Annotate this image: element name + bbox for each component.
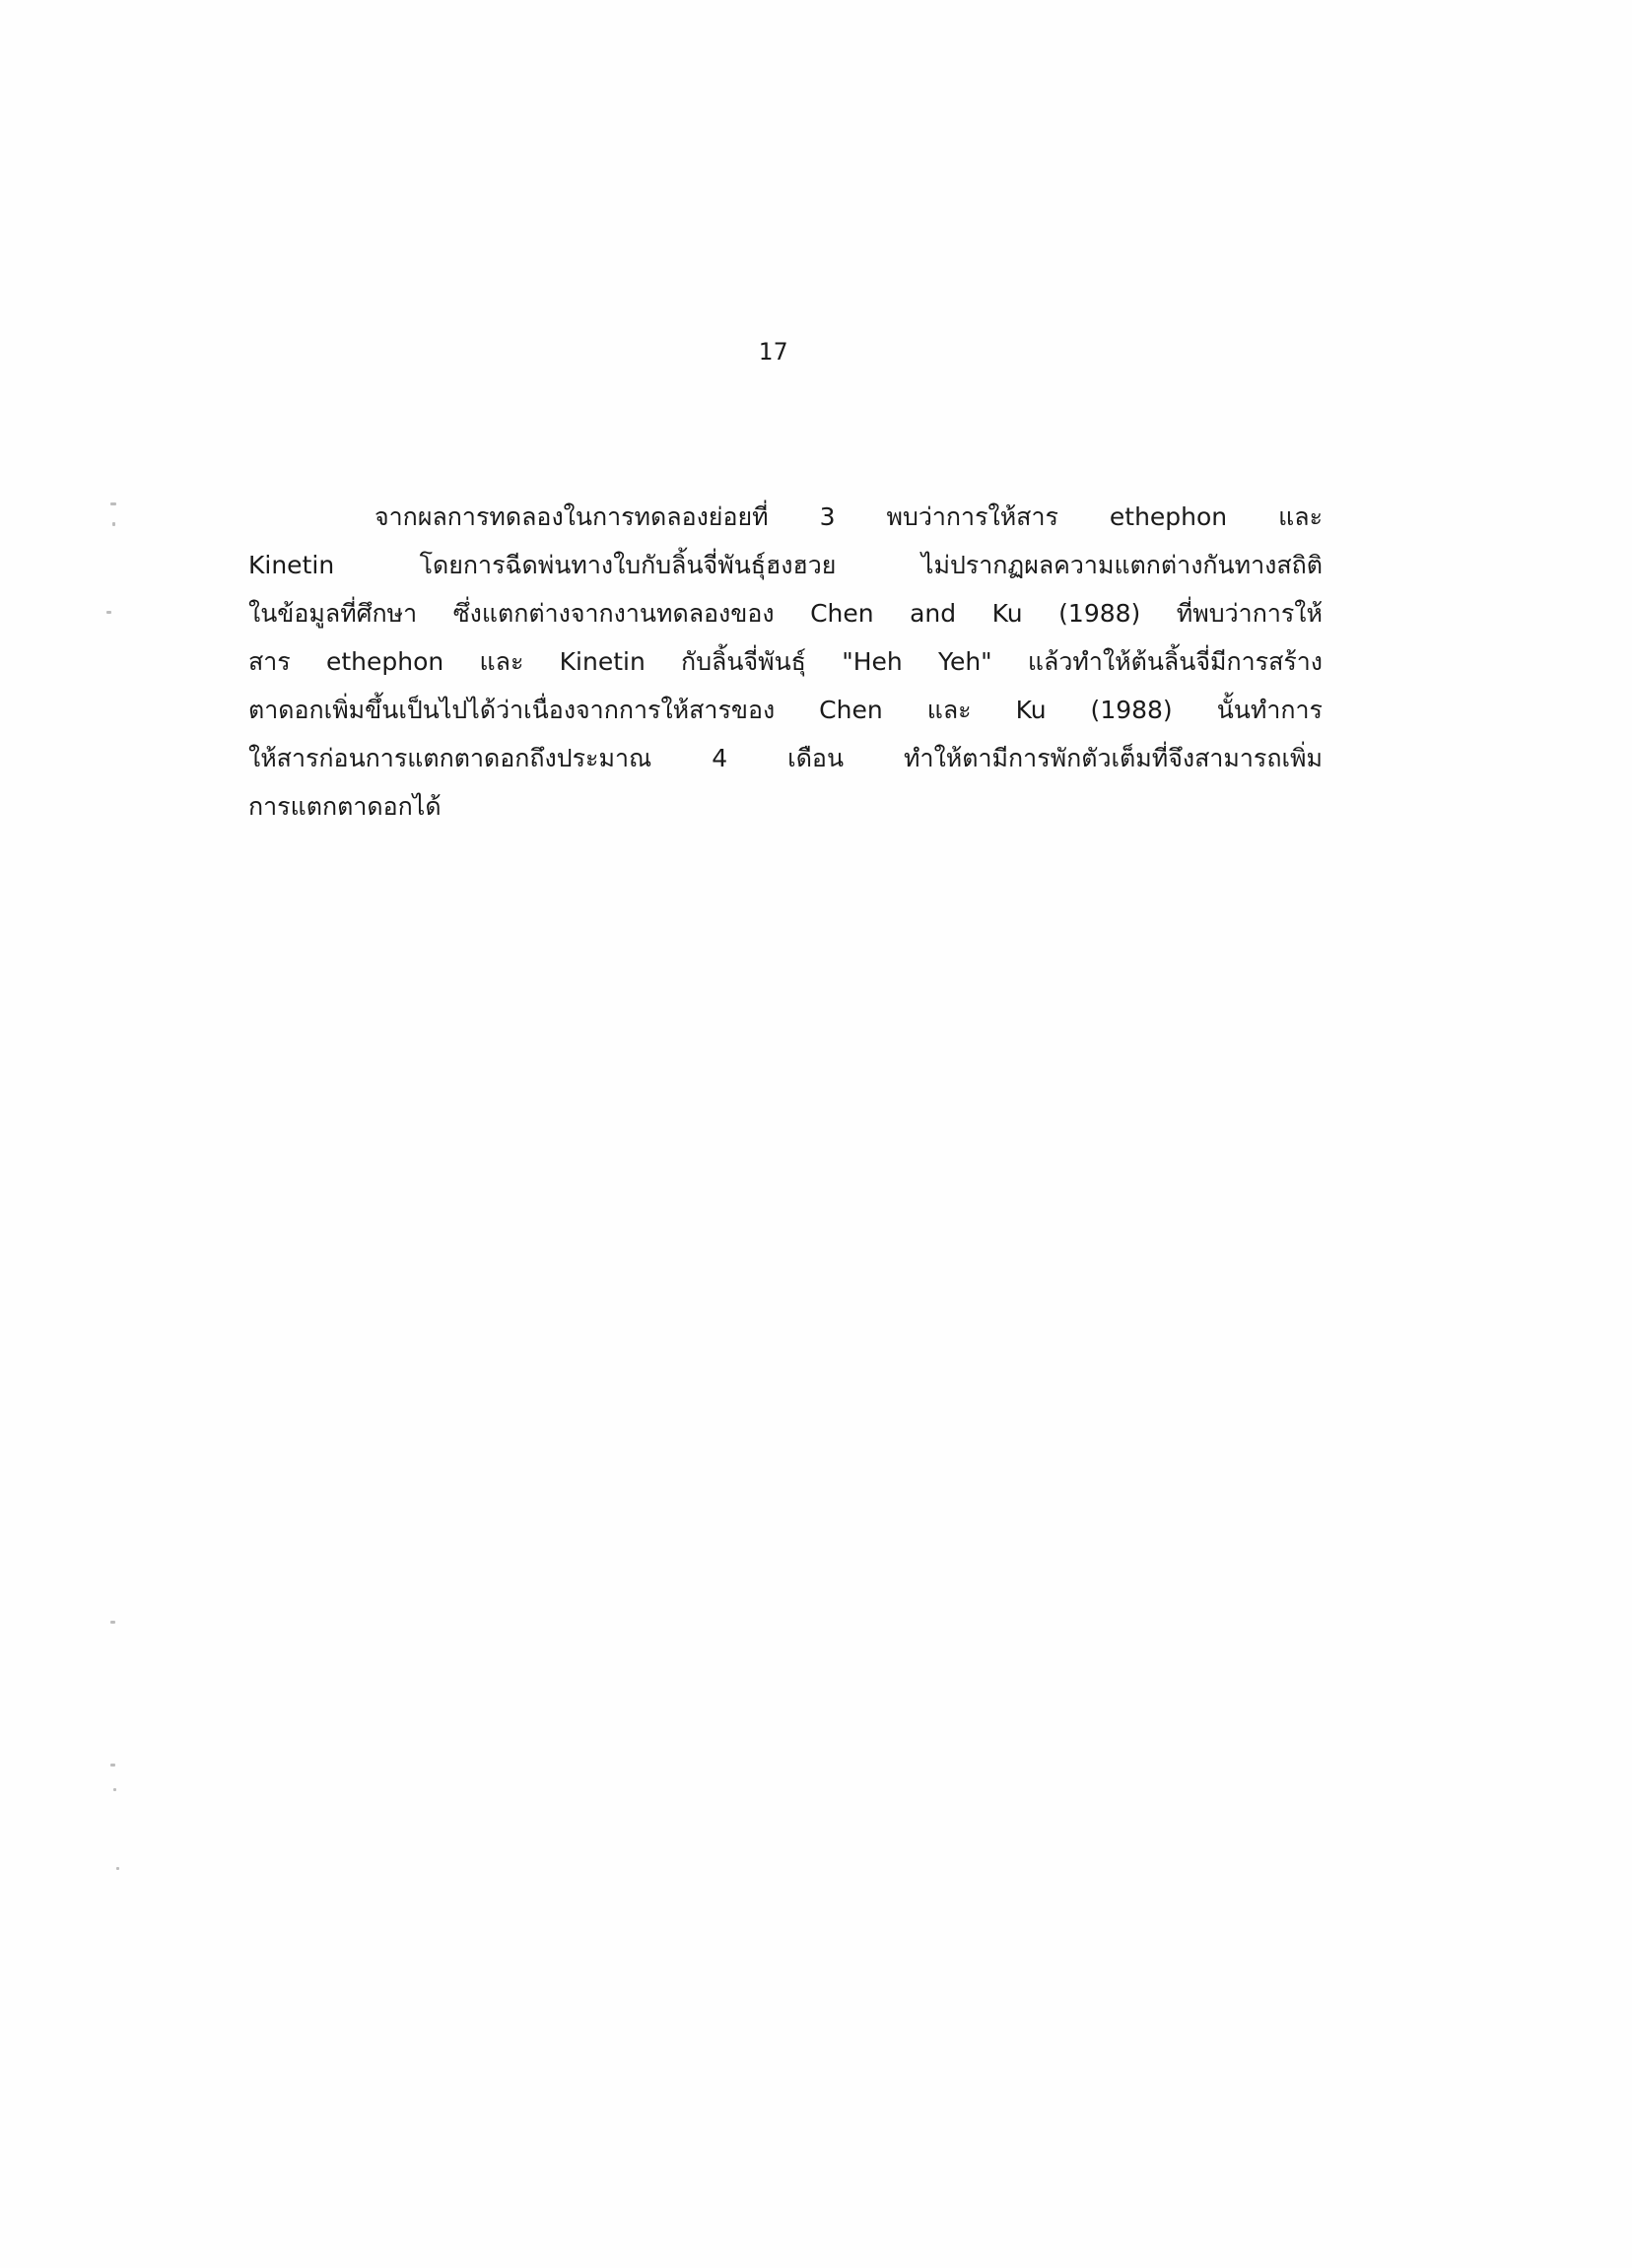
paragraph-line: สาร ethephon และ Kinetin กับลิ้นจี่พันธุ์ "Heh Yeh" แล้วทำให้ต้นลิ้นจี่มีการสร้าง — [248, 647, 1323, 676]
body-paragraph — [248, 493, 1323, 831]
paragraph-line: การแตกตาดอกได้ — [248, 792, 442, 821]
paragraph-line: จากผลการทดลองในการทดลองย่อยที่ 3 พบว่าการให้สาร ethephon และ — [374, 502, 1323, 531]
scan-mark — [110, 1621, 115, 1624]
scan-mark — [116, 1867, 119, 1870]
paragraph-line: ให้สารก่อนการแตกตาดอกถึงประมาณ 4 เดือน ทำให้ตามีการพักตัวเต็มที่จึงสามารถเพิ่ม — [248, 744, 1323, 772]
scan-mark — [113, 1788, 116, 1791]
paragraph-line: ตาดอกเพิ่มขึ้นเป็นไปได้ว่าเนื่องจากการให้สารของ Chen และ Ku (1988) นั้นทำการ — [248, 696, 1323, 724]
scan-mark — [106, 611, 111, 614]
scan-mark — [110, 1764, 115, 1767]
paragraph-line: Kinetin โดยการฉีดพ่นทางใบกับลิ้นจี่พันธุ์ฮงฮวย ไม่ปรากฏผลความแตกต่างกันทางสถิติ — [248, 551, 1323, 579]
scan-mark — [112, 522, 115, 526]
page-number: 17 — [758, 338, 789, 366]
paragraph-line: ในข้อมูลที่ศึกษา ซึ่งแตกต่างจากงานทดลองของ Chen and Ku (1988) ที่พบว่าการให้ — [248, 599, 1323, 628]
scan-mark — [110, 502, 116, 505]
